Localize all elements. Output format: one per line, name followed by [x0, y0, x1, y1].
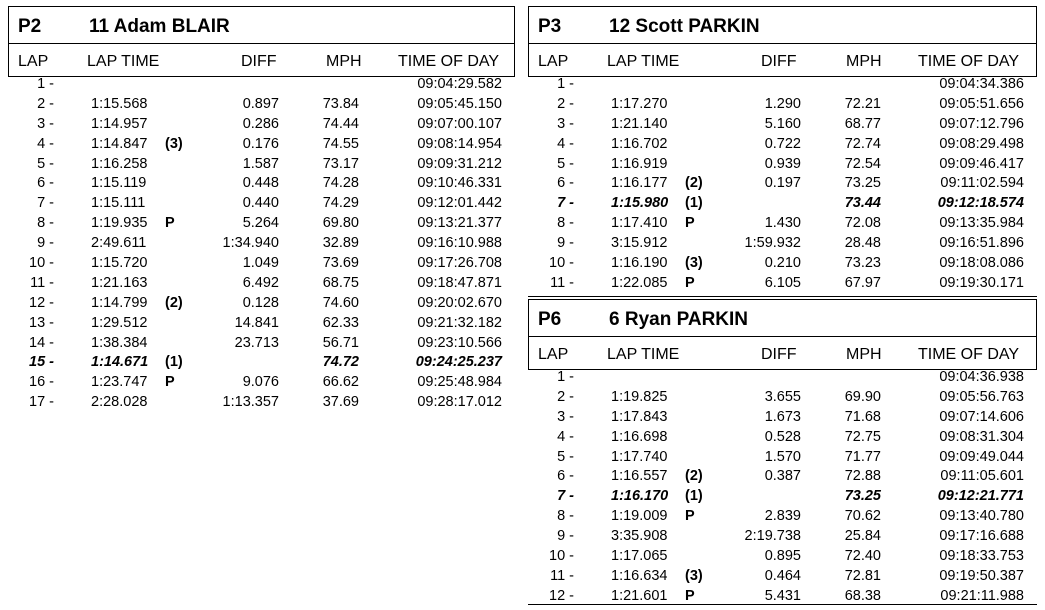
lap-number: 12 -	[29, 294, 54, 311]
lap-time: 1:15.568	[91, 95, 148, 112]
lap-row	[8, 154, 515, 174]
lap-time-of-day: 09:18:47.871	[417, 274, 502, 291]
lap-time: 3:35.908	[611, 528, 668, 545]
lap-time-of-day: 09:05:56.763	[939, 388, 1024, 405]
position-label: P6	[538, 309, 562, 330]
lap-number: 5 -	[37, 155, 54, 172]
title-row	[9, 7, 514, 44]
lap-row	[528, 447, 1037, 467]
lap-row	[8, 392, 515, 412]
lap-time-of-day: 09:09:49.044	[939, 448, 1024, 465]
lap-time: 1:14.799	[91, 294, 148, 311]
lap-time: 1:17.410	[611, 215, 668, 232]
lap-time-of-day: 09:17:26.708	[417, 255, 502, 272]
lap-row	[528, 74, 1037, 94]
lap-time-of-day: 09:21:11.988	[940, 587, 1024, 604]
lap-marker: P	[685, 508, 695, 525]
lap-row	[8, 333, 515, 353]
lap-time-of-day: 09:12:18.574	[937, 195, 1024, 212]
lap-time-of-day: 09:12:01.442	[417, 195, 502, 212]
lap-mph: 56.71	[322, 334, 359, 351]
col-mph: MPH	[846, 346, 882, 363]
lap-time-of-day: 09:18:08.086	[939, 255, 1024, 272]
lap-mph: 28.48	[844, 235, 881, 252]
lap-number: 9 -	[557, 528, 574, 545]
lap-number: 13 -	[29, 314, 54, 331]
lap-time: 1:16.190	[611, 255, 668, 272]
lap-diff: 6.492	[242, 274, 279, 291]
lap-time: 1:15.980	[611, 195, 669, 212]
lap-number: 3 -	[557, 408, 574, 425]
col-lap-time: LAP TIME	[607, 346, 680, 363]
lap-mph: 69.90	[844, 388, 881, 405]
lap-number: 1 -	[37, 76, 54, 92]
lap-time: 1:16.698	[611, 428, 668, 445]
lap-row	[528, 506, 1037, 526]
col-lap: LAP	[538, 346, 569, 363]
lap-row	[528, 407, 1037, 427]
lap-row	[8, 74, 515, 94]
lap-diff: 0.939	[764, 155, 801, 172]
lap-diff: 0.387	[764, 468, 801, 485]
title-row	[529, 300, 1036, 337]
lap-mph: 68.77	[844, 115, 881, 132]
lap-time-of-day: 09:10:46.331	[417, 175, 502, 192]
lap-mph: 68.75	[322, 274, 359, 291]
lap-number: 7 -	[557, 195, 574, 212]
lap-time-of-day: 09:07:12.796	[939, 115, 1024, 132]
col-mph: MPH	[846, 53, 882, 70]
driver-name: 11 Adam BLAIR	[89, 16, 230, 37]
col-lap-time: LAP TIME	[607, 53, 680, 70]
lap-diff: 0.528	[764, 428, 801, 445]
column-headers	[529, 336, 1036, 370]
lap-time-of-day: 09:11:02.594	[940, 175, 1024, 192]
lap-diff: 1.430	[764, 215, 801, 232]
driver-name: 6 Ryan PARKIN	[609, 309, 749, 330]
lap-time-of-day: 09:23:10.566	[417, 334, 502, 351]
lap-time-of-day: 09:12:21.771	[937, 488, 1024, 505]
lap-rows	[528, 367, 1037, 606]
lap-mph: 66.62	[322, 374, 359, 391]
lap-number: 8 -	[37, 215, 54, 232]
lap-time-of-day: 09:28:17.012	[417, 394, 502, 411]
lap-time: 1:19.825	[611, 388, 668, 405]
lap-time: 1:15.119	[91, 175, 147, 192]
lap-number: 3 -	[37, 115, 54, 132]
lap-row	[8, 173, 515, 193]
lap-time: 1:22.085	[611, 274, 668, 291]
lap-time-of-day: 09:08:14.954	[417, 135, 502, 152]
lap-number: 9 -	[37, 235, 54, 252]
position-label: P2	[18, 16, 42, 37]
lap-diff: 1.570	[764, 448, 801, 465]
lap-diff: 1.587	[242, 155, 279, 172]
lap-time: 1:17.065	[611, 548, 668, 565]
lap-mph: 74.55	[322, 135, 359, 152]
lap-time: 3:15.912	[611, 235, 668, 252]
lap-diff: 0.286	[242, 115, 279, 132]
lap-row	[8, 193, 515, 213]
lap-number: 9 -	[557, 235, 574, 252]
lap-time-of-day: 09:11:05.601	[940, 468, 1024, 485]
lap-time: 1:15.111	[91, 195, 146, 212]
lap-time: 1:14.671	[91, 354, 149, 371]
panel-p2	[8, 6, 515, 411]
lap-number: 10 -	[549, 255, 574, 272]
lap-mph: 74.72	[322, 354, 359, 371]
lap-number: 3 -	[557, 115, 574, 132]
lap-mph: 74.28	[322, 175, 359, 192]
lap-mph: 67.97	[844, 274, 881, 291]
lap-time-of-day: 09:18:33.753	[939, 548, 1024, 565]
lap-time: 2:28.028	[91, 394, 148, 411]
lap-time: 2:49.611	[91, 235, 147, 252]
lap-number: 5 -	[557, 448, 574, 465]
lap-time: 1:17.843	[611, 408, 668, 425]
lap-diff: 6.105	[764, 274, 801, 291]
lap-diff: 0.448	[242, 175, 279, 192]
lap-time-of-day: 09:07:00.107	[417, 115, 502, 132]
lap-time: 1:16.177	[611, 175, 668, 192]
lap-diff: 5.264	[242, 215, 279, 232]
lap-mph: 74.29	[322, 195, 359, 212]
lap-mph: 32.89	[322, 235, 359, 252]
panel-p3	[528, 6, 1037, 291]
lap-rows	[8, 74, 515, 412]
col-lap-time: LAP TIME	[87, 53, 160, 70]
lap-number: 11 -	[550, 274, 574, 291]
lap-time-of-day: 09:04:36.938	[939, 369, 1024, 385]
lap-row	[8, 94, 515, 114]
lap-mph: 73.25	[844, 488, 881, 505]
lap-time-of-day: 09:20:02.670	[417, 294, 502, 311]
lap-time-of-day: 09:13:40.780	[939, 508, 1024, 525]
lap-marker: P	[685, 215, 695, 232]
lap-row	[8, 134, 515, 154]
lap-diff: 1.673	[764, 408, 801, 425]
bottom-rule	[528, 604, 1037, 605]
lap-time: 1:23.747	[91, 374, 148, 391]
lap-time-of-day: 09:13:35.984	[939, 215, 1024, 232]
lap-row	[8, 293, 515, 313]
lap-time: 1:38.384	[91, 334, 148, 351]
lap-mph: 70.62	[844, 508, 881, 525]
lap-mph: 72.54	[844, 155, 881, 172]
col-diff: DIFF	[761, 346, 797, 363]
lap-row	[528, 486, 1037, 506]
lap-mph: 72.81	[844, 567, 881, 584]
lap-mph: 37.69	[322, 394, 359, 411]
lap-mph: 72.08	[844, 215, 881, 232]
lap-time-of-day: 09:21:32.182	[417, 314, 502, 331]
lap-marker: (1)	[685, 488, 703, 505]
panel-header	[528, 6, 1037, 77]
lap-number: 6 -	[557, 175, 574, 192]
lap-time-of-day: 09:17:16.688	[939, 528, 1024, 545]
lap-row	[528, 273, 1037, 293]
lap-marker: P	[165, 215, 175, 232]
lap-row	[528, 173, 1037, 193]
lap-time: 1:21.140	[611, 115, 668, 132]
lap-marker: (2)	[685, 468, 703, 485]
lap-number: 11 -	[30, 274, 54, 291]
lap-row	[8, 273, 515, 293]
lap-row	[528, 466, 1037, 486]
lap-diff: 0.210	[764, 255, 801, 272]
col-lap: LAP	[18, 53, 49, 70]
panel-header	[528, 299, 1037, 370]
lap-number: 7 -	[557, 488, 574, 505]
lap-diff: 5.431	[764, 587, 801, 604]
lap-diff: 0.895	[764, 548, 801, 565]
panel-p6	[528, 299, 1037, 604]
lap-mph: 71.68	[844, 408, 881, 425]
lap-diff: 0.176	[242, 135, 279, 152]
lap-time-of-day: 09:05:45.150	[417, 95, 502, 112]
lap-row	[528, 233, 1037, 253]
lap-time-of-day: 09:19:50.387	[939, 567, 1024, 584]
lap-row	[528, 134, 1037, 154]
position-label: P3	[538, 16, 562, 37]
lap-row	[528, 114, 1037, 134]
lap-row	[528, 367, 1037, 387]
lap-row	[528, 427, 1037, 447]
col-diff: DIFF	[761, 53, 797, 70]
lap-time-of-day: 09:19:30.171	[939, 274, 1024, 291]
lap-row	[528, 193, 1037, 213]
lap-mph: 68.38	[844, 587, 881, 604]
lap-number: 4 -	[557, 135, 574, 152]
lap-marker: (1)	[685, 195, 703, 212]
lap-time: 1:14.957	[91, 115, 148, 132]
lap-marker: (3)	[685, 255, 703, 272]
lap-diff: 1.290	[764, 95, 801, 112]
lap-time-of-day: 09:05:51.656	[939, 95, 1024, 112]
lap-number: 10 -	[29, 255, 54, 272]
col-time-of-day: TIME OF DAY	[398, 53, 500, 70]
lap-time-of-day: 09:07:14.606	[939, 408, 1024, 425]
lap-number: 8 -	[557, 508, 574, 525]
lap-row	[8, 253, 515, 273]
lap-row	[8, 372, 515, 392]
lap-diff: 23.713	[234, 334, 279, 351]
lap-row	[8, 352, 515, 372]
lap-diff: 2.839	[764, 508, 801, 525]
lap-number: 16 -	[29, 374, 54, 391]
col-time-of-day: TIME OF DAY	[918, 346, 1020, 363]
lap-mph: 25.84	[844, 528, 881, 545]
lap-time: 1:16.557	[611, 468, 668, 485]
lap-time-of-day: 09:24:25.237	[415, 354, 502, 371]
lap-number: 5 -	[557, 155, 574, 172]
lap-time-of-day: 09:16:10.988	[417, 235, 502, 252]
lap-time: 1:16.919	[611, 155, 668, 172]
driver-name: 12 Scott PARKIN	[609, 16, 760, 37]
lap-time: 1:19.935	[91, 215, 148, 232]
lap-number: 2 -	[557, 388, 574, 405]
lap-row	[8, 213, 515, 233]
lap-row	[528, 566, 1037, 586]
lap-mph: 72.88	[844, 468, 881, 485]
lap-time-of-day: 09:16:51.896	[939, 235, 1024, 252]
lap-diff: 5.160	[764, 115, 801, 132]
lap-diff: 1:59.932	[744, 235, 801, 252]
lap-diff: 3.655	[764, 388, 801, 405]
lap-row	[528, 94, 1037, 114]
lap-number: 2 -	[557, 95, 574, 112]
lap-time: 1:19.009	[611, 508, 668, 525]
lap-marker: (2)	[165, 294, 183, 311]
title-row	[529, 7, 1036, 44]
lap-mph: 73.44	[844, 195, 881, 212]
panel-header	[8, 6, 515, 77]
lap-diff: 0.897	[242, 95, 279, 112]
lap-row	[8, 114, 515, 134]
lap-diff: 0.128	[242, 294, 279, 311]
lap-mph: 73.25	[844, 175, 881, 192]
lap-number: 7 -	[37, 195, 54, 212]
col-diff: DIFF	[241, 53, 277, 70]
lap-mph: 72.74	[844, 135, 881, 152]
lap-time: 1:21.163	[91, 274, 148, 291]
lap-mph: 73.23	[844, 255, 881, 272]
lap-rows	[528, 74, 1037, 293]
lap-time: 1:21.601	[611, 587, 668, 604]
lap-number: 4 -	[557, 428, 574, 445]
lap-row	[8, 313, 515, 333]
lap-number: 11 -	[550, 567, 574, 584]
col-time-of-day: TIME OF DAY	[918, 53, 1020, 70]
column-headers	[529, 43, 1036, 77]
lap-time-of-day: 09:09:31.212	[417, 155, 502, 172]
lap-marker: (3)	[685, 567, 703, 584]
lap-time: 1:16.702	[611, 135, 668, 152]
lap-marker: P	[685, 274, 695, 291]
lap-row	[528, 213, 1037, 233]
lap-mph: 73.84	[322, 95, 359, 112]
lap-number: 10 -	[549, 548, 574, 565]
lap-number: 15 -	[29, 354, 54, 371]
lap-marker: (2)	[685, 175, 703, 192]
lap-number: 2 -	[37, 95, 54, 112]
lap-time-of-day: 09:08:29.498	[939, 135, 1024, 152]
lap-time-of-day: 09:13:21.377	[417, 215, 502, 232]
lap-row	[528, 526, 1037, 546]
lap-diff: 0.197	[764, 175, 801, 192]
lap-time: 1:16.170	[611, 488, 669, 505]
lap-mph: 73.17	[322, 155, 359, 172]
lap-diff: 1:13.357	[222, 394, 279, 411]
lap-diff: 1.049	[242, 255, 279, 272]
lap-time-of-day: 09:04:34.386	[939, 76, 1024, 92]
lap-marker: P	[165, 374, 175, 391]
lap-number: 6 -	[37, 175, 54, 192]
lap-time: 1:17.740	[611, 448, 668, 465]
lap-diff: 0.440	[242, 195, 279, 212]
lap-number: 1 -	[557, 369, 574, 385]
lap-time: 1:16.258	[91, 155, 148, 172]
lap-marker: (3)	[165, 135, 183, 152]
lap-time-of-day: 09:09:46.417	[939, 155, 1024, 172]
lap-marker: P	[685, 587, 695, 604]
lap-time: 1:14.847	[91, 135, 148, 152]
lap-number: 1 -	[557, 76, 574, 92]
lap-mph: 72.21	[844, 95, 881, 112]
lap-row	[528, 253, 1037, 273]
lap-mph: 73.69	[322, 255, 359, 272]
lap-row	[528, 546, 1037, 566]
lap-mph: 74.44	[322, 115, 359, 132]
lap-mph: 62.33	[322, 314, 359, 331]
lap-mph: 72.40	[844, 548, 881, 565]
lap-mph: 69.80	[322, 215, 359, 232]
lap-time-of-day: 09:08:31.304	[939, 428, 1024, 445]
lap-row	[8, 233, 515, 253]
lap-time: 1:16.634	[611, 567, 668, 584]
lap-diff: 0.464	[764, 567, 801, 584]
lap-number: 12 -	[549, 587, 574, 604]
lap-number: 17 -	[29, 394, 54, 411]
lap-time: 1:29.512	[91, 314, 148, 331]
lap-diff: 14.841	[234, 314, 279, 331]
lap-row	[528, 586, 1037, 606]
lap-diff: 2:19.738	[744, 528, 801, 545]
lap-number: 8 -	[557, 215, 574, 232]
lap-mph: 71.77	[844, 448, 881, 465]
lap-time: 1:15.720	[91, 255, 148, 272]
lap-row	[528, 387, 1037, 407]
lap-number: 6 -	[557, 468, 574, 485]
lap-time-of-day: 09:25:48.984	[417, 374, 502, 391]
lap-number: 14 -	[29, 334, 54, 351]
lap-time-of-day: 09:04:29.582	[417, 76, 502, 92]
lap-diff: 9.076	[242, 374, 279, 391]
lap-diff: 0.722	[764, 135, 801, 152]
lap-mph: 72.75	[844, 428, 881, 445]
lap-marker: (1)	[165, 354, 183, 371]
col-lap: LAP	[538, 53, 569, 70]
lap-time: 1:17.270	[611, 95, 668, 112]
lap-number: 4 -	[37, 135, 54, 152]
lap-diff: 1:34.940	[222, 235, 279, 252]
lap-row	[528, 154, 1037, 174]
lap-mph: 74.60	[322, 294, 359, 311]
bottom-rule	[528, 296, 1037, 297]
column-headers	[9, 43, 514, 77]
col-mph: MPH	[326, 53, 362, 70]
